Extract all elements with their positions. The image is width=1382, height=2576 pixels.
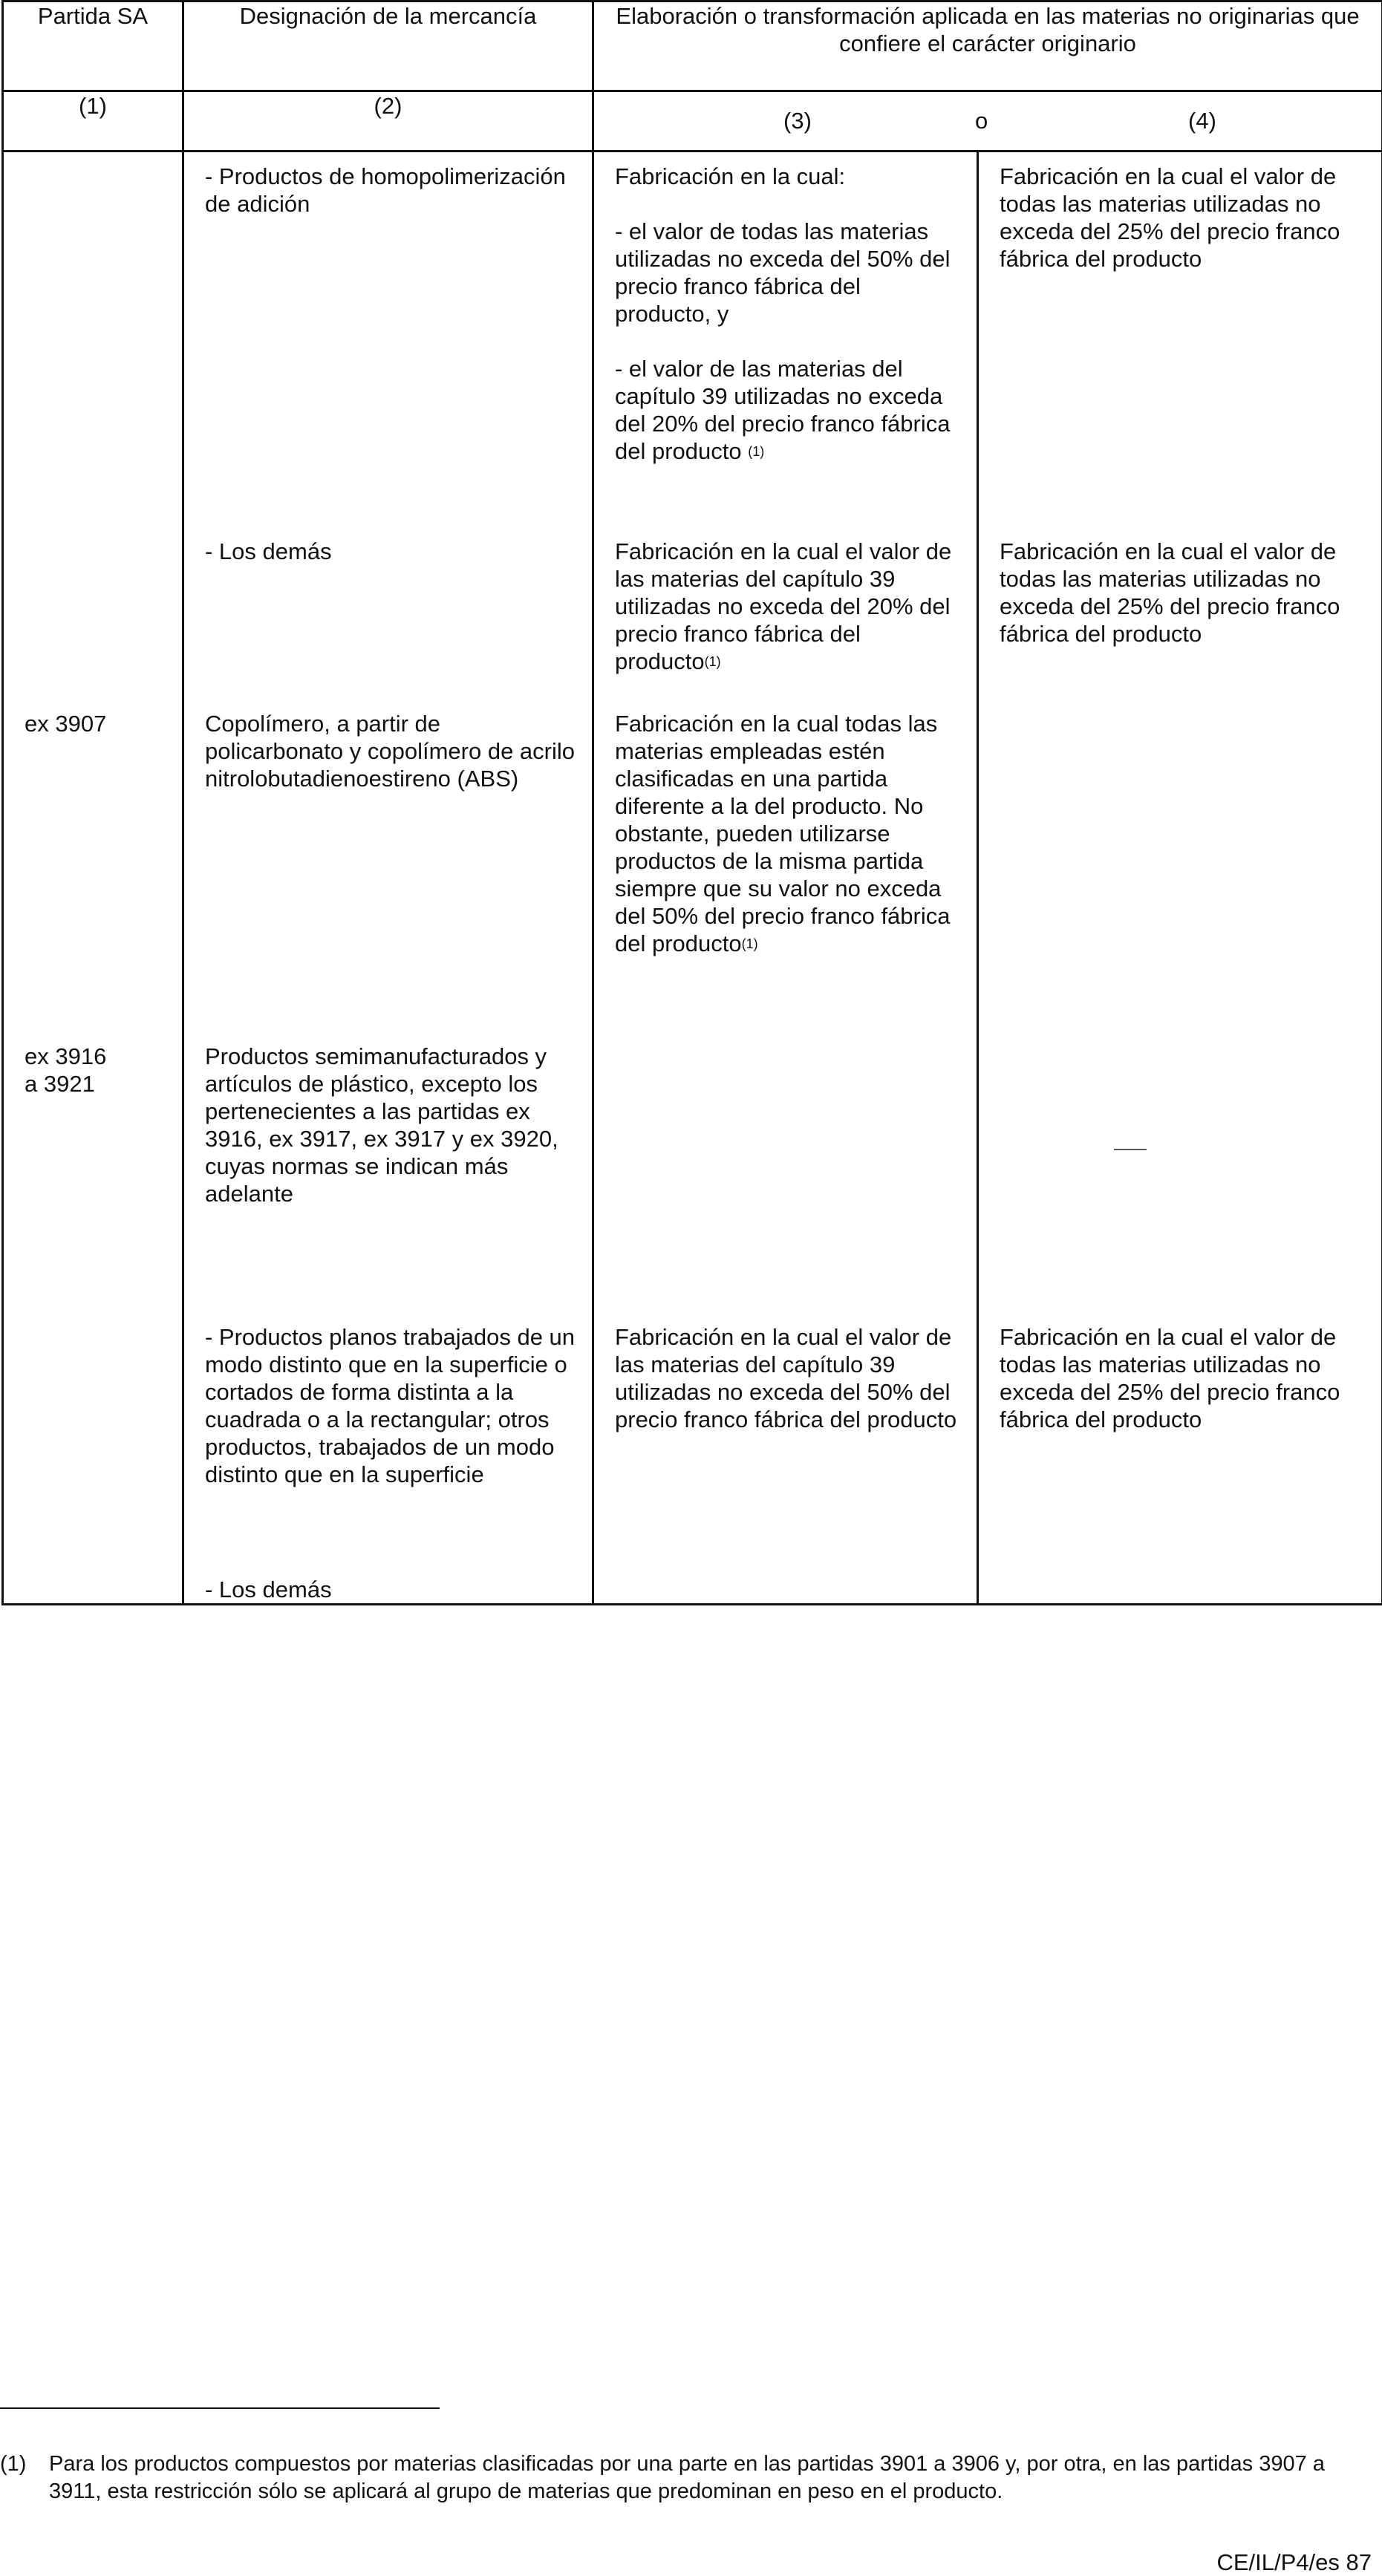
footnote-mark: (1) — [0, 2451, 26, 2478]
designacion-cell: - Productos planos trabajados de un modo distinto que en la superficie o cortados de forma distinta a la cuadrada o a la rectangular; otros productos, trabajados de un modo distinto que en la superficie — [184, 1323, 592, 1488]
designacion-cell: - Productos de homopolimerización de adición — [184, 152, 592, 218]
partida-cell — [4, 152, 182, 163]
designacion-cell: - Los demás — [184, 538, 592, 565]
rules-table — [1, 0, 1382, 1605]
designacion-cell: Copolímero, a partir de policarbonato y copolímero de acrilo nitrolobutadienoestireno (ABS) — [184, 710, 592, 792]
designacion-cell: - Los demás — [184, 1576, 592, 1603]
footnote-ref: (1) — [705, 654, 721, 669]
table-row — [3, 1043, 1382, 1323]
col3-cell — [594, 152, 977, 465]
footnote-separator — [0, 2407, 440, 2409]
designacion-cell: Productos semimanufacturados y artículos de plástico, excepto los pertenecientes a las partidas ex 3916, ex 3917, ex 3917 y ex 3920, cuyas normas se indican más adelante — [184, 1043, 592, 1207]
col4-cell: Fabricación en la cual el valor de todas las materias utilizadas no exceda del 25% del precio franco fábrica del producto — [979, 1323, 1381, 1433]
col3-cell — [594, 710, 977, 957]
col3-cell: Fabricación en la cual el valor de las materias del capítulo 39 utilizadas no exceda del 50% del precio franco fábrica del producto — [594, 1323, 977, 1433]
header-row — [3, 1, 1382, 91]
col3-text: Fabricación en la cual todas las materias empleadas estén clasificadas en una partida diferente a la del producto. No obstante, pueden utilizarse productos de la misma partida siempre que su valor no exceda del 50% del precio franco fábrica del producto — [615, 711, 950, 956]
table-row — [3, 1576, 1382, 1605]
col4-cell: Fabricación en la cual el valor de todas las materias utilizadas no exceda del 25% del precio franco fábrica del producto — [979, 152, 1381, 273]
col3-line: Fabricación en la cual: — [615, 163, 960, 190]
column-number-row — [3, 91, 1382, 151]
scan-mark — [1114, 1149, 1147, 1150]
partida-cell: ex 3916 a 3921 — [4, 1043, 182, 1098]
header-elaboracion: Elaboración o transformación aplicada en las materias no originarias que confiere el carácter originario — [593, 1, 1382, 91]
col4-cell: Fabricación en la cual el valor de todas las materias utilizadas no exceda del 25% del precio franco fábrica del producto — [979, 538, 1381, 648]
col3-line: - el valor de todas las materias utilizadas no exceda del 50% del precio franco fábrica del producto, y — [615, 218, 960, 327]
col-number-1: (1) — [3, 91, 183, 151]
table-row — [3, 1323, 1382, 1576]
table-row — [3, 710, 1382, 1043]
col-number-2: (2) — [183, 91, 593, 151]
footnote-text: Para los productos compuestos por materias clasificadas por una parte en las partidas 3901 a 3906 y, por otra, en las partidas 3907 a 3911, esta restricción sólo se aplicará al grupo de materias que predominan en peso en el producto. — [49, 2451, 1366, 2505]
col3-line: - el valor de las materias del capítulo 39 utilizadas no exceda del 20% del precio franco fábrica del producto — [615, 356, 950, 464]
col3-text: Fabricación en la cual el valor de las materias del capítulo 39 utilizadas no exceda del 20% del precio franco fábrica del producto — [615, 538, 951, 674]
header-partida: Partida SA — [3, 1, 183, 91]
col3-cell — [594, 538, 977, 675]
table-row — [3, 538, 1382, 710]
col-or: o — [975, 107, 988, 134]
footnote — [0, 2451, 1366, 2505]
table-row — [3, 151, 1382, 538]
page-number: CE/IL/P4/es 87 — [1216, 2549, 1372, 2576]
footnote-ref: (1) — [748, 444, 764, 459]
footnote-ref: (1) — [742, 936, 758, 951]
col-number-34 — [593, 91, 1382, 151]
header-designacion: Designación de la mercancía — [183, 1, 593, 91]
partida-cell: ex 3907 — [4, 710, 182, 737]
col-number-4: (4) — [1188, 107, 1216, 134]
col-number-3: (3) — [783, 107, 812, 134]
